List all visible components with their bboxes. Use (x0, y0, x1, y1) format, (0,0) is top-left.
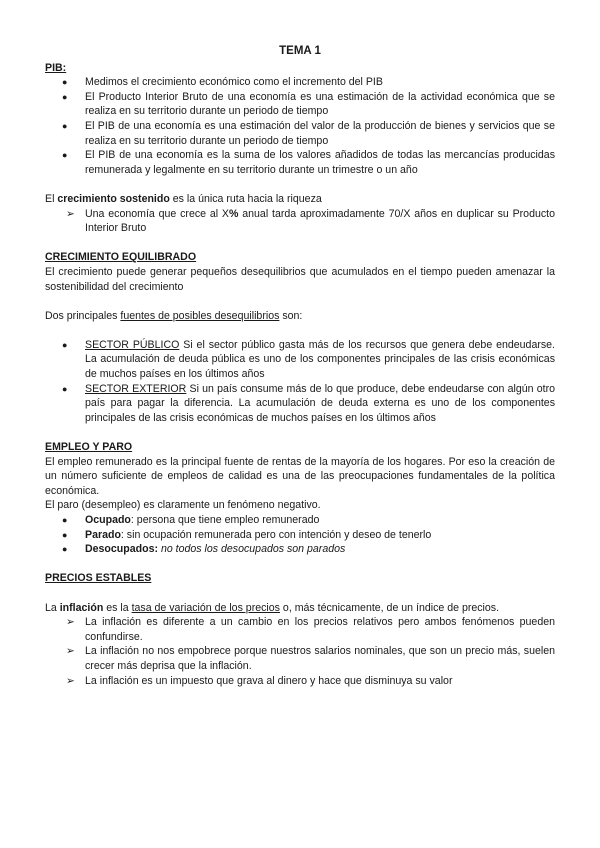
inflacion-paragraph: La inflación es la tasa de variación de los precios o, más técnicamente, de un índice de precios. (45, 601, 500, 614)
bullet-icon: ● (62, 339, 68, 350)
arrow-icon: ➢ (66, 616, 75, 629)
sostenido-list (45, 207, 555, 236)
paro-paragraph: El paro (desempleo) es claramente un fenómeno negativo. (45, 499, 321, 512)
sostenido-paragraph: El crecimiento sostenido es la única ruta hacia la riqueza (45, 192, 322, 205)
bullet-icon: ● (62, 91, 68, 102)
equilibrado-list (45, 338, 555, 426)
fuentes-paragraph: Dos principales fuentes de posibles desequilibrios son: (45, 309, 303, 322)
document-title: TEMA 1 (279, 45, 321, 57)
section-heading-empleo: EMPLEO Y PARO (45, 441, 133, 454)
bullet-icon: ● (62, 77, 68, 88)
section-heading-precios: PRECIOS ESTABLES (45, 572, 152, 585)
empleo-list (45, 513, 555, 557)
list-item: ● El Producto Interior Bruto de una economía es una estimación de la actividad económica que se realiza en su territorio durante un periodo de tiempo (62, 90, 555, 118)
list-item: ● Desocupados: no todos los desocupados son parados (62, 543, 346, 556)
list-item: ➢ La inflación es diferente a un cambio en los precios relativos pero ambos fenómenos pueden confundirse. (66, 616, 555, 643)
sector-label: SECTOR EXTERIOR (85, 382, 187, 395)
list-item: ➢ La inflación no nos empobrece porque nuestros salarios nominales, que son un precio más, suelen crecer más deprisa que la inflación. (66, 645, 555, 672)
bullet-icon: ● (62, 383, 68, 394)
precios-list (45, 615, 555, 688)
underlined-phrase: tasa de variación de los precios (131, 601, 280, 614)
list-item: ● Parado: sin ocupación remunerada pero con intención y deseo de tenerlo (62, 528, 432, 541)
list-item: ● El PIB de una economía es una estimación del valor de la producción de bienes y servicios que se realiza en su territorio durante un periodo de tiempo (62, 119, 555, 147)
list-item: ● SECTOR PÚBLICO Si el sector público gasta más de los recursos que genera debe endeudarse. La acumulación de deuda pública es uno de los componentes principales de las crisis económicas de muchos países en los últimos años (62, 338, 556, 381)
equilibrado-paragraph: El crecimiento puede generar pequeños desequilibrios que acumulados en el tiempo pueden amenazar la sostenibilidad del crecimiento (45, 265, 555, 293)
bullet-icon: ● (62, 544, 68, 555)
arrow-icon: ➢ (66, 674, 75, 687)
list-item: ● Medimos el crecimiento económico como el incremento del PIB (62, 76, 383, 89)
list-item: ● Ocupado: persona que tiene empleo remunerado (62, 514, 320, 526)
list-item: ➢ La inflación es un impuesto que grava al dinero y hace que disminuya su valor (66, 674, 453, 687)
bullet-icon: ● (62, 150, 68, 161)
list-item: ➢ Una economía que crece al X% anual tarda aproximadamente 70/X años en duplicar su Producto Interior Bruto (66, 207, 555, 235)
list-item: ● El PIB de una economía es la suma de los valores añadidos de todas las mercancías producidas remunerada y legalmente en su territorio durante un trimestre o un año (62, 149, 555, 176)
arrow-icon: ➢ (66, 645, 75, 658)
empleo-paragraph: El empleo remunerado es la principal fuente de rentas de la mayoría de los hogares. Por eso la creación de un número suficiente de empleos de calidad es una de las preocupaciones fundamentales de la política económica. (45, 455, 555, 497)
bullet-icon: ● (62, 515, 68, 525)
section-heading-equilibrado: CRECIMIENTO EQUILIBRADO (45, 251, 197, 264)
underlined-phrase: fuentes de posibles desequilibrios (120, 309, 280, 322)
list-item: ● SECTOR EXTERIOR Si un país consume más de lo que produce, debe endeudarse con algún otro país para pagar la diferencia. La acumulación de deuda externa es uno de los componentes principales de las crisis económicas de muchos países en los últimos años (62, 382, 555, 424)
section-heading-pib: PIB: (45, 61, 67, 74)
bold-term: inflación (59, 601, 104, 614)
arrow-icon: ➢ (66, 207, 75, 220)
pib-list (45, 75, 555, 177)
bold-term: crecimiento sostenido (57, 192, 170, 205)
bullet-icon: ● (62, 529, 68, 540)
bullet-icon: ● (62, 120, 68, 131)
sector-label: SECTOR PÚBLICO (85, 338, 180, 351)
